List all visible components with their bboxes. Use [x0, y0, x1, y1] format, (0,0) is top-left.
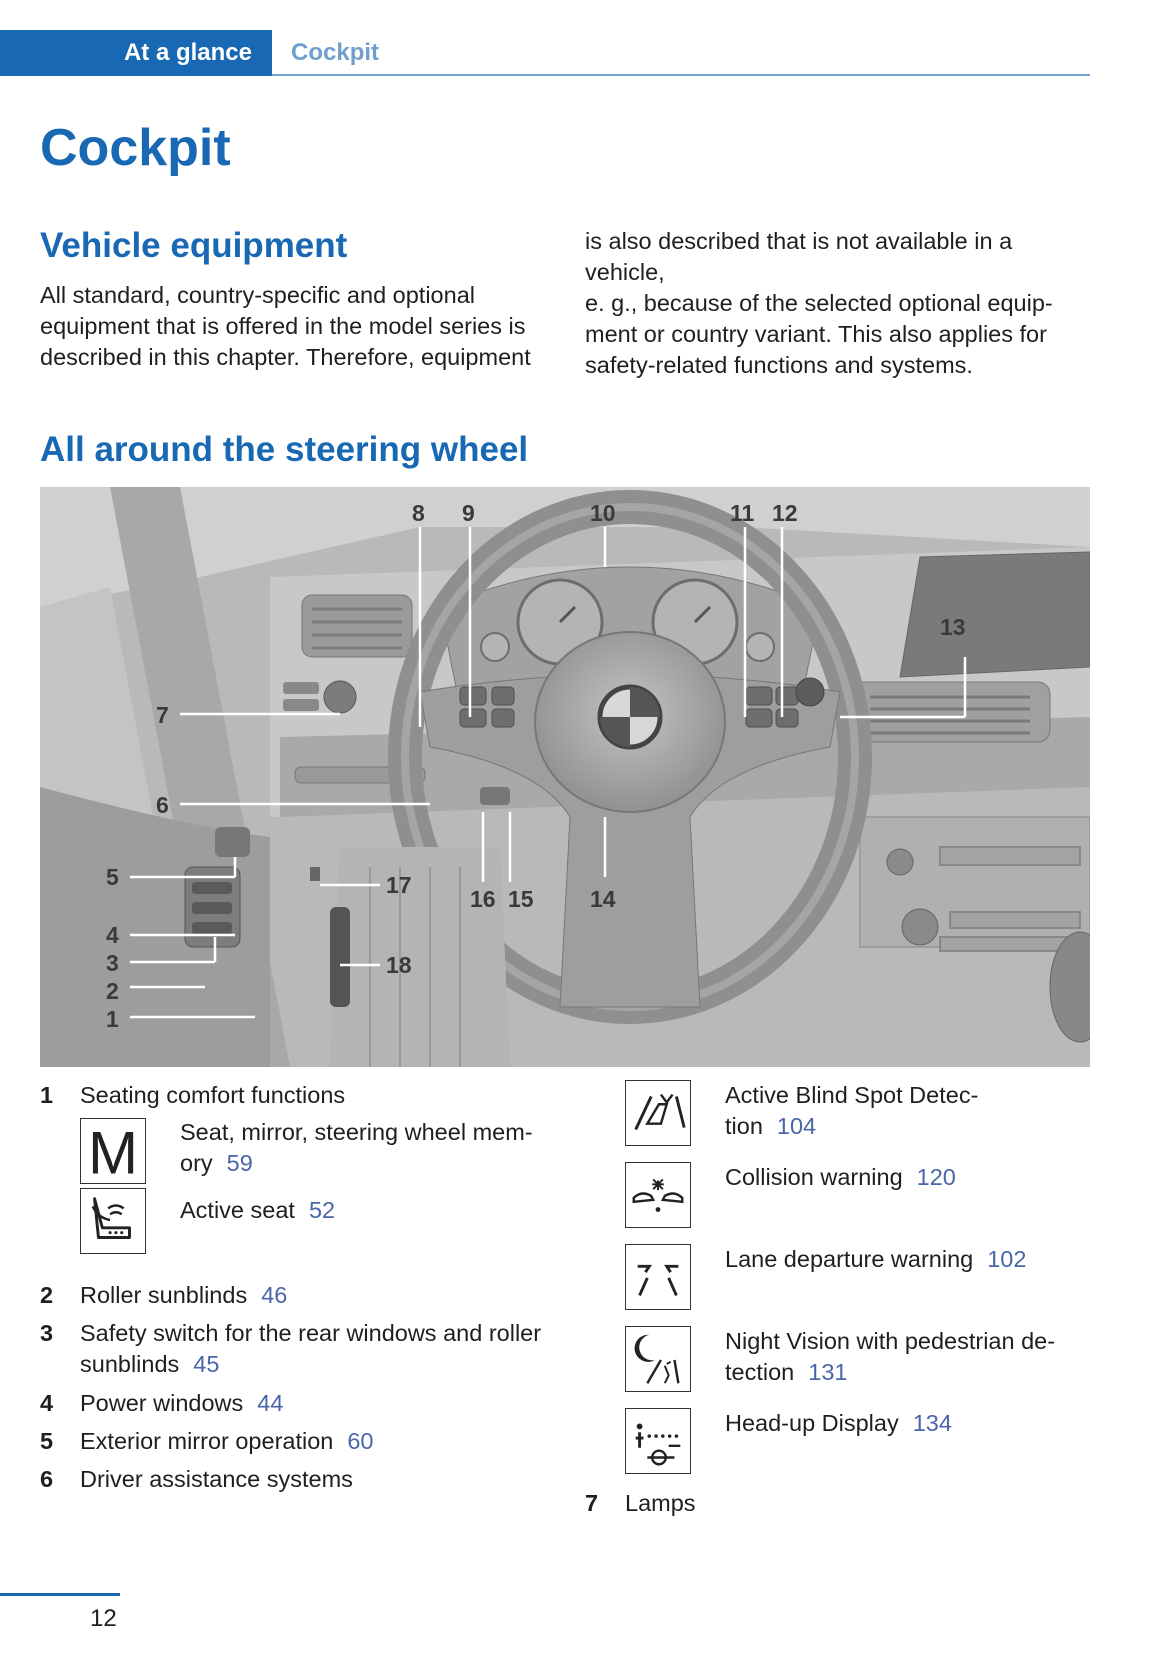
blind-spot-text — [725, 1080, 978, 1142]
text-line: Head-up Display — [725, 1410, 899, 1436]
collision-warning-icon — [625, 1162, 691, 1228]
collision-warning-text — [725, 1162, 956, 1193]
legend-label-7: Lamps — [625, 1490, 696, 1516]
page-ref-131[interactable]: 131 — [808, 1359, 848, 1385]
callout-5: 5 — [106, 864, 119, 890]
page-ref-104[interactable]: 104 — [776, 1113, 817, 1139]
blind-spot-icon — [625, 1080, 691, 1146]
vehicle-equipment-heading: Vehicle equipment — [40, 226, 348, 265]
text-line: Exterior mirror operation — [80, 1428, 334, 1454]
legend-item-4 — [80, 1388, 283, 1419]
vehicle-equipment-text-left — [40, 280, 560, 373]
page-ref-44[interactable]: 44 — [257, 1390, 284, 1416]
text-line: Collision warning — [725, 1164, 903, 1190]
page-ref-52[interactable]: 52 — [308, 1197, 336, 1223]
callout-15: 15 — [508, 886, 534, 912]
legend-label-6: Driver assistance systems — [80, 1466, 353, 1492]
callout-6: 6 — [156, 792, 169, 818]
text-line: ment or country variant. This also applies for — [585, 321, 1047, 347]
callout-17: 17 — [386, 872, 412, 898]
legend-num-6: 6 — [40, 1466, 54, 1492]
text-line: Active Blind Spot Detec- — [725, 1082, 979, 1108]
callout-8: 8 — [412, 500, 425, 526]
callout-18: 18 — [386, 952, 412, 978]
text-line: Lane departure warning — [725, 1246, 974, 1272]
text-line: tion — [725, 1113, 763, 1139]
text-line: sunblinds — [80, 1351, 180, 1377]
callout-16: 16 — [470, 886, 496, 912]
text-line: described in this chapter. Therefore, equipment — [40, 344, 531, 370]
text-line: Roller sunblinds — [80, 1282, 248, 1308]
legend-num-2: 2 — [40, 1282, 54, 1308]
legend-num-3: 3 — [40, 1320, 54, 1346]
callout-12: 12 — [772, 500, 798, 526]
head-up-display-icon — [625, 1408, 691, 1474]
cockpit-illustration — [40, 487, 1090, 1067]
legend-item-3 — [80, 1318, 541, 1380]
header-cockpit-tab[interactable]: Cockpit — [291, 39, 380, 66]
text-line: All standard, country-specific and optional — [40, 282, 475, 308]
legend-num-7: 7 — [585, 1490, 599, 1516]
text-line: tection — [725, 1359, 795, 1385]
memory-m-icon — [80, 1118, 146, 1184]
text-line: Power windows — [80, 1390, 244, 1416]
callout-7: 7 — [156, 702, 169, 728]
legend-num-1: 1 — [40, 1082, 54, 1108]
footer-line — [0, 1593, 120, 1596]
page-number: 12 — [90, 1605, 117, 1632]
callout-10: 10 — [590, 500, 616, 526]
page-ref-120[interactable]: 120 — [916, 1164, 956, 1190]
page-ref-134[interactable]: 134 — [912, 1410, 952, 1436]
text-line: Night Vision with pedestrian de- — [725, 1328, 1056, 1354]
lane-departure-text — [725, 1244, 1026, 1275]
steering-wheel-heading: All around the steering wheel — [40, 430, 529, 469]
callout-14: 14 — [590, 886, 616, 912]
night-vision-text — [725, 1326, 1055, 1388]
callout-1: 1 — [106, 1006, 119, 1032]
legend-label-1: Seating comfort functions — [80, 1082, 346, 1108]
legend-left — [40, 1080, 560, 1520]
page-ref-46[interactable]: 46 — [261, 1282, 288, 1308]
page-ref-59[interactable]: 59 — [226, 1150, 253, 1176]
callout-4: 4 — [106, 922, 119, 948]
seat-memory-text — [180, 1117, 533, 1179]
page-title: Cockpit — [40, 119, 231, 177]
lane-departure-icon — [625, 1244, 691, 1310]
callout-2: 2 — [106, 978, 119, 1004]
page-ref-45[interactable]: 45 — [193, 1351, 220, 1377]
text-line: Safety switch for the rear windows and roller — [80, 1320, 542, 1346]
text-line: safety-related functions and systems. — [585, 352, 973, 378]
legend-num-4: 4 — [40, 1390, 54, 1416]
page-ref-60[interactable]: 60 — [347, 1428, 374, 1454]
legend-item-2 — [80, 1280, 287, 1311]
text-line: Seat, mirror, steering wheel mem- — [180, 1119, 533, 1145]
page-ref-102[interactable]: 102 — [987, 1246, 1027, 1272]
callout-3: 3 — [106, 950, 119, 976]
text-line: is also described that is not available in a vehicle, — [585, 228, 1013, 285]
text-line: ory — [180, 1150, 213, 1176]
vehicle-equipment-text-right — [585, 226, 1095, 381]
cockpit-drawing — [40, 487, 1090, 1067]
svg-text:M: M — [87, 1119, 139, 1183]
legend-right — [585, 1080, 1090, 1530]
active-seat-icon — [80, 1188, 146, 1254]
active-seat-text — [180, 1195, 335, 1226]
header-section-tab[interactable] — [0, 30, 272, 76]
legend-num-5: 5 — [40, 1428, 54, 1454]
callout-11: 11 — [730, 500, 755, 526]
callout-9: 9 — [462, 500, 475, 526]
header-section-label: At a glance — [123, 39, 252, 66]
header-divider — [272, 74, 1090, 76]
callout-13: 13 — [940, 614, 966, 640]
legend-item-5 — [80, 1426, 374, 1457]
text-line: Active seat — [180, 1197, 295, 1223]
text-line: e. g., because of the selected optional equip- — [585, 290, 1053, 316]
text-line: equipment that is offered in the model series is — [40, 313, 526, 339]
head-up-display-text — [725, 1408, 952, 1439]
night-vision-icon — [625, 1326, 691, 1392]
